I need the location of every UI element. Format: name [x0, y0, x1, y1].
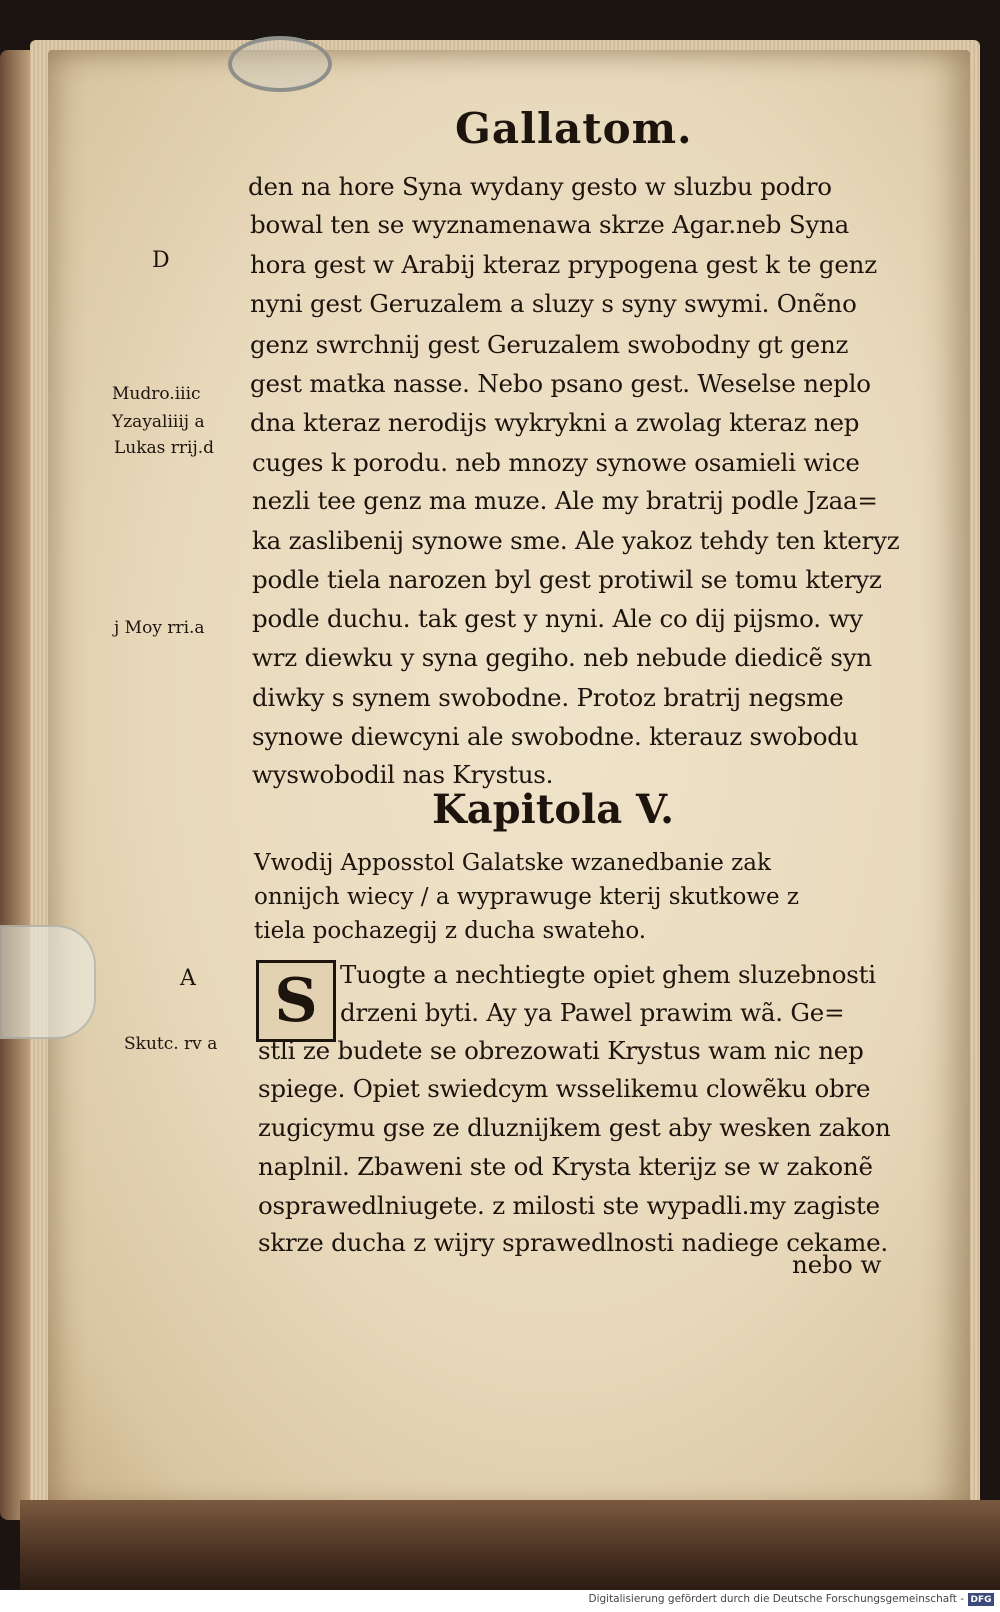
decorated-initial: S — [256, 960, 336, 1042]
catchword: nebo w — [792, 1250, 882, 1279]
body-line: nyni gest Geruzalem a sluzy s syny swymi. Onẽno — [250, 289, 857, 318]
body-line: ka zaslibenij synowe sme. Ale yakoz tehdy ten kteryz — [252, 526, 900, 555]
summary-line: Vwodij Apposstol Galatske wzanedbanie zak — [254, 850, 771, 876]
body-line: hora gest w Arabij kteraz prypogena gest k te genz — [250, 250, 877, 279]
summary-line: tiela pochazegij z ducha swateho. — [254, 918, 647, 944]
chapter-line: naplnil. Zbaweni ste od Krysta kterijz se w zakonẽ — [258, 1152, 873, 1181]
body-line: wrz diewku y syna gegiho. neb nebude diedicẽ syn — [252, 643, 872, 672]
footer-bar — [0, 1590, 1000, 1612]
margin-note: Mudro.iiic — [112, 384, 201, 404]
body-line: podle duchu. tak gest y nyni. Ale co dij pijsmo. wy — [252, 604, 863, 633]
chapter-line: Tuogte a nechtiegte opiet ghem sluzebnosti — [340, 960, 876, 989]
chapter-line: stli ze budete se obrezowati Krystus wam nic nep — [258, 1036, 864, 1065]
body-line: synowe diewcyni ale swobodne. kterauz swobodu — [252, 722, 859, 751]
body-line: den na hore Syna wydany gesto w sluzbu podro — [248, 172, 832, 201]
margin-note: j Moy rri.a — [114, 618, 205, 638]
chapter-line: drzeni byti. Ay ya Pawel prawim wã. Ge= — [340, 998, 845, 1027]
digitization-credit: Digitalisierung gefördert durch die Deutsche Forschungsgemeinschaft - — [588, 1593, 964, 1605]
chapter-line: skrze ducha z wijry sprawedlnosti nadiege cekame. — [258, 1228, 889, 1257]
body-line: cuges k porodu. neb mnozy synowe osamieli wice — [252, 448, 860, 477]
running-header: Gallatom. — [455, 104, 693, 153]
body-line: diwky s synem swobodne. Protoz bratrij negsme — [252, 683, 844, 712]
body-line: bowal ten se wyznamenawa skrze Agar.neb Syna — [250, 210, 850, 239]
chapter-line: osprawedlniugete. z milosti ste wypadli.my zagiste — [258, 1191, 880, 1220]
margin-note: Skutc. rv a — [124, 1034, 218, 1054]
margin-note: A — [180, 966, 196, 991]
body-line: podle tiela narozen byl gest protiwil se tomu kteryz — [252, 565, 882, 594]
margin-note: Lukas rrij.d — [114, 438, 215, 458]
margin-note: D — [152, 248, 170, 273]
chapter-title: Kapitola V. — [432, 786, 675, 833]
body-line: wyswobodil nas Krystus. — [252, 760, 554, 789]
body-line: nezli tee genz ma muze. Ale my bratrij podle Jzaa= — [252, 486, 878, 515]
summary-line: onnijch wiecy / a wyprawuge kterij skutkowe z — [254, 884, 800, 910]
body-line: dna kteraz nerodijs wykrykni a zwolag kteraz nep — [250, 408, 860, 437]
chapter-line: zugicymu gse ze dluznijkem gest aby wesken zakon — [258, 1113, 891, 1142]
chapter-line: spiege. Opiet swiedcym wsselikemu clowẽku obre — [258, 1074, 871, 1103]
margin-note: Yzayaliiij a — [112, 412, 205, 432]
body-line: genz swrchnij gest Geruzalem swobodny gt genz — [250, 330, 849, 359]
body-line: gest matka nasse. Nebo psano gest. Weselse neplo — [250, 369, 871, 398]
dfg-logo: DFG — [968, 1593, 994, 1606]
